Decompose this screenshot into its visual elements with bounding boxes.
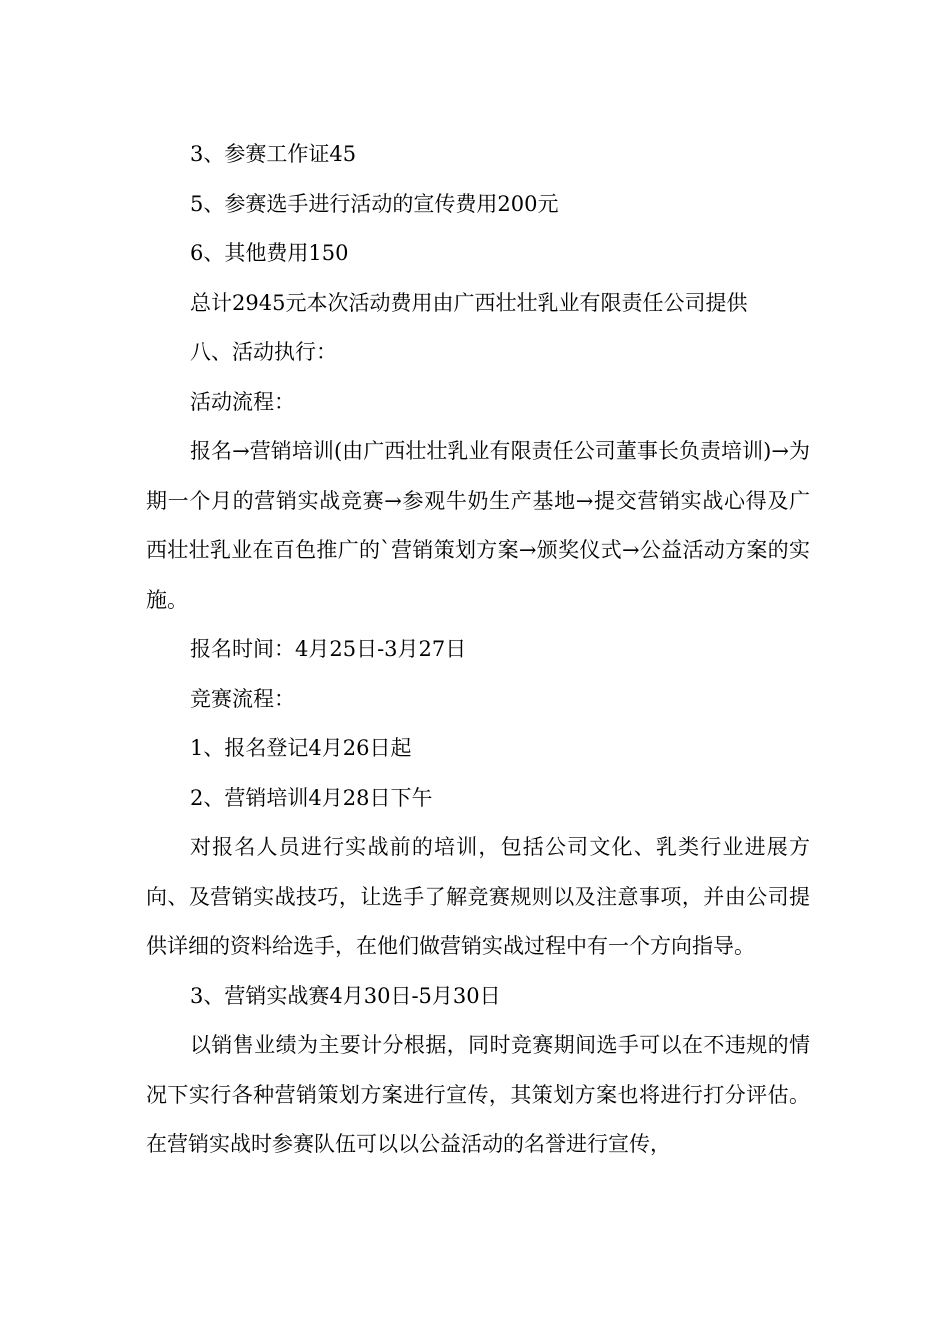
paragraph-total-cost: 总计2945元本次活动费用由广西壮壮乳业有限责任公司提供 [190, 290, 748, 315]
paragraph-competition-description: 以销售业绩为主要计分根据，同时竞赛期间选手可以在不违规的情况下实行各种营销策划方案进行宣传，其策划方案也将进行打分评估。在营销实战时参赛队伍可以以公益活动的名誉进行宣传， [146, 1033, 810, 1156]
subheading-activity-flow: 活动流程： [190, 389, 295, 414]
section-heading-activity-execution: 八、活动执行： [190, 340, 337, 364]
paragraph-item-6-other-fees: 6、其他费用150 [190, 241, 349, 265]
paragraph-step-2-training: 2、营销培训4月28日下午 [190, 785, 433, 810]
paragraph-training-description: 对报名人员进行实战前的培训，包括公司文化、乳类行业进展方向、及营销实战技巧，让选手了解竞赛规则以及注意事项，并由公司提供详细的资料给选手，在他们做营销实战过程中有一个方向指导。 [146, 835, 810, 958]
subheading-competition-flow: 竞赛流程： [190, 686, 295, 711]
document-body [146, 130, 810, 1170]
paragraph-registration-time: 报名时间：4月25日-3月27日 [190, 637, 467, 661]
paragraph-step-3-competition: 3、营销实战赛4月30日-5月30日 [190, 983, 501, 1008]
paragraph-item-5-promotion-fee: 5、参赛选手进行活动的宣传费用200元 [190, 191, 559, 216]
paragraph-item-3-work-badge: 3、参赛工作证45 [190, 142, 357, 166]
paragraph-activity-flow: 报名→营销培训(由广西壮壮乳业有限责任公司董事长负责培训)→为期一个月的营销实战竞赛→参观牛奶生产基地→提交营销实战心得及广西壮壮乳业在百色推广的`营销策划方案→颁奖仪式→公益活动方案的实施。 [146, 439, 810, 612]
paragraph-step-1-registration: 1、报名登记4月26日起 [190, 736, 412, 760]
